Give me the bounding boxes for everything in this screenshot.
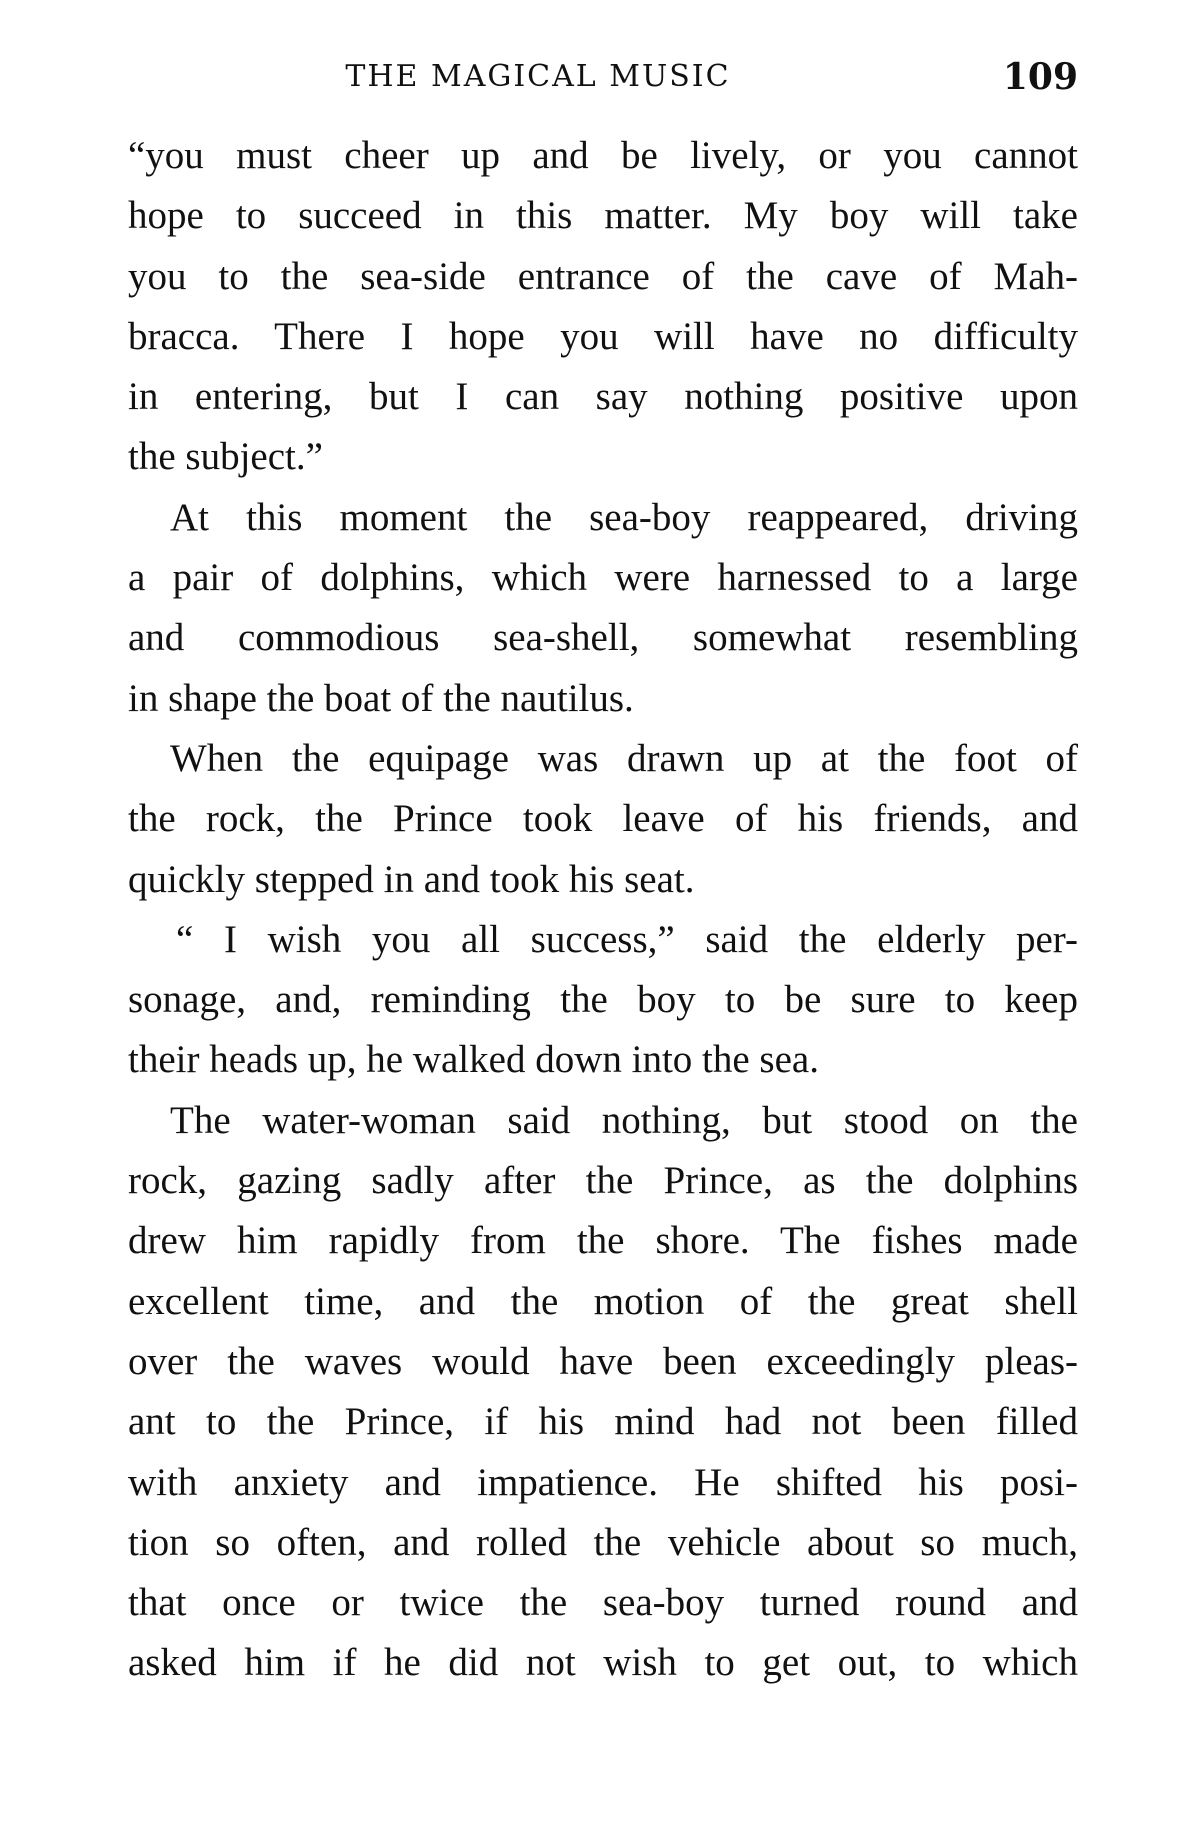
text-line: When the equipage was drawn up at the foot of (170, 736, 1078, 780)
text-line: “ I wish you all success,” said the elderly per- (176, 917, 1078, 961)
text-line: asked him if he did not wish to get out, to which (128, 1641, 1078, 1685)
text-line: hope to succeed in this matter. My boy will take (128, 194, 1078, 238)
body-text (128, 126, 1078, 1694)
text-line: that once or twice the sea-boy turned round and (128, 1581, 1078, 1625)
text-line: excellent time, and the motion of the great shell (128, 1279, 1078, 1323)
text-line: drew him rapidly from the shore. The fishes made (128, 1219, 1078, 1263)
text-line: in shape the boat of the nautilus. (128, 676, 634, 720)
text-line: a pair of dolphins, which were harnessed to a large (128, 556, 1078, 600)
text-line: the subject.” (128, 435, 323, 479)
text-line: you to the sea-side entrance of the cave of Mah- (128, 254, 1078, 298)
running-head (128, 52, 1078, 102)
text-line: At this moment the sea-boy reappeared, driving (170, 495, 1078, 539)
text-line: sonage, and, reminding the boy to be sure to keep (128, 978, 1078, 1022)
text-line: in entering, but I can say nothing positive upon (128, 375, 1078, 419)
text-line: quickly stepped in and took his seat. (128, 857, 695, 901)
running-title: THE MAGICAL MUSIC (345, 59, 731, 94)
text-line: rock, gazing sadly after the Prince, as the dolphins (128, 1159, 1078, 1203)
text-line: ant to the Prince, if his mind had not been filled (128, 1400, 1078, 1444)
text-line: tion so often, and rolled the vehicle about so much, (128, 1520, 1078, 1564)
text-line: bracca. There I hope you will have no difficulty (128, 314, 1078, 358)
text-line: over the waves would have been exceedingly pleas- (128, 1339, 1078, 1383)
text-line: the rock, the Prince took leave of his friends, and (128, 797, 1078, 841)
page-number: 109 (1002, 56, 1078, 98)
text-line: The water-woman said nothing, but stood on the (170, 1098, 1078, 1142)
text-line: their heads up, he walked down into the sea. (128, 1038, 819, 1082)
text-line: “you must cheer up and be lively, or you cannot (128, 134, 1078, 177)
text-line: and commodious sea-shell, somewhat resembling (128, 616, 1078, 660)
text-line: with anxiety and impatience. He shifted his posi- (128, 1460, 1078, 1504)
